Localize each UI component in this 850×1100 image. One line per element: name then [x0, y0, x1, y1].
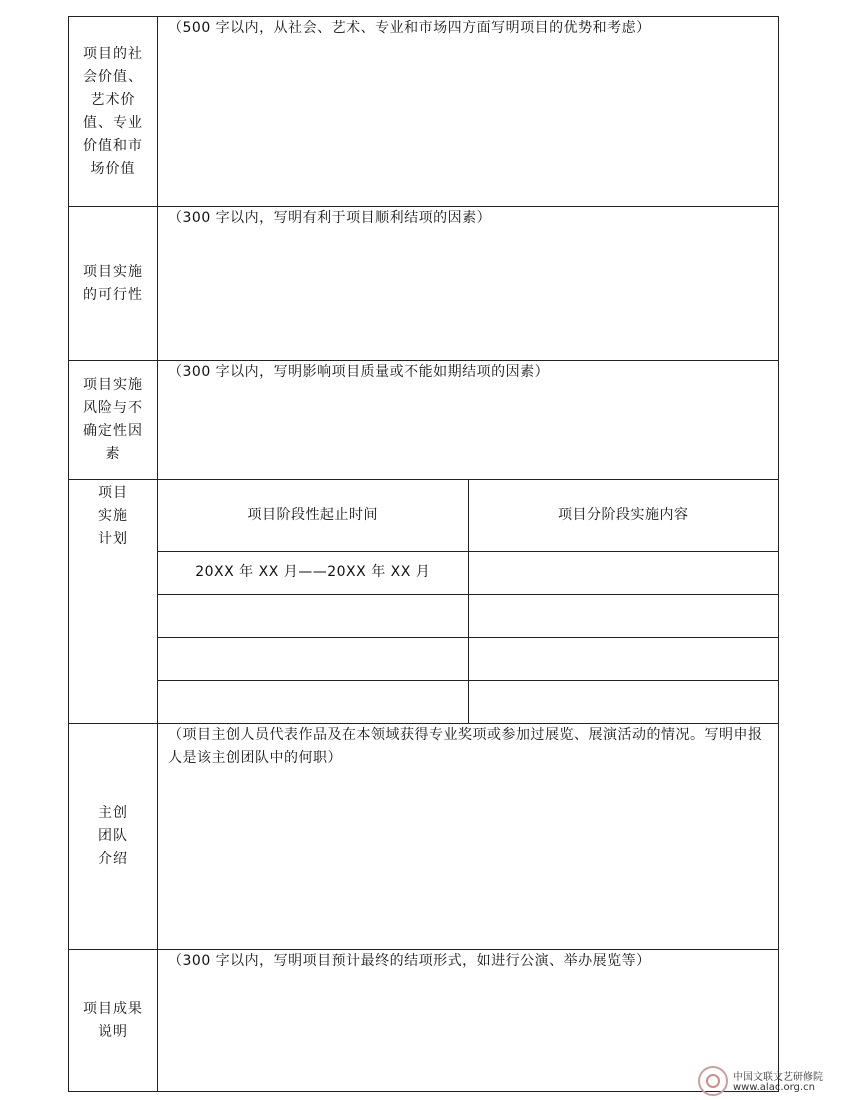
plan-content-cell[interactable]	[468, 680, 778, 723]
plan-row	[158, 680, 778, 723]
risk-field[interactable]	[158, 361, 779, 480]
watermark-name: 中国文联文艺研修院	[733, 1072, 823, 1083]
plan-content-cell[interactable]	[468, 551, 778, 594]
form-row-feasibility	[69, 207, 779, 361]
row-label-value: 项目的社会价值、艺术价值、专业价值和市场价值	[69, 17, 158, 207]
plan-row	[158, 594, 778, 637]
watermark-url: www.alac.org.cn	[733, 1082, 815, 1093]
row-label-team: 主创团队介绍	[69, 724, 158, 950]
row-label-risk: 项目实施风险与不确定性因素	[69, 361, 158, 480]
plan-header-period: 项目阶段性起止时间	[158, 480, 468, 551]
application-form-table	[68, 16, 779, 1092]
team-field[interactable]	[158, 724, 779, 950]
plan-period-cell[interactable]	[158, 680, 468, 723]
watermark	[698, 1066, 848, 1098]
seal-inner-ring	[706, 1074, 720, 1088]
outcome-field[interactable]	[158, 950, 779, 1092]
form-row-plan	[69, 480, 779, 724]
plan-header-row	[158, 480, 778, 551]
value-description-field[interactable]	[158, 17, 779, 207]
plan-period-cell[interactable]	[158, 637, 468, 680]
outcome-hint-text: （300 字以内，写明项目预计最终的结项形式，如进行公演、举办展览等）	[168, 953, 651, 969]
row-label-plan: 项目实施计划	[69, 480, 158, 724]
plan-row	[158, 637, 778, 680]
plan-period-cell[interactable]	[158, 594, 468, 637]
form-row-team	[69, 724, 779, 950]
plan-content-cell[interactable]	[468, 594, 778, 637]
risk-hint-text: （300 字以内，写明影响项目质量或不能如期结项的因素）	[168, 364, 550, 380]
form-row-risk	[69, 361, 779, 480]
team-hint-text: （项目主创人员代表作品及在本领域获得专业奖项或参加过展览、展演活动的情况。写明申报人是该主创团队中的何职）	[168, 727, 763, 766]
plan-header-content: 项目分阶段实施内容	[468, 480, 778, 551]
row-label-feasibility: 项目实施的可行性	[69, 207, 158, 361]
row-label-outcome: 项目成果说明	[69, 950, 158, 1092]
plan-row	[158, 551, 778, 594]
seal-logo-icon	[698, 1066, 728, 1096]
value-hint-text: （500 字以内，从社会、艺术、专业和市场四方面写明项目的优势和考虑）	[168, 20, 651, 36]
plan-cell	[158, 480, 779, 724]
plan-table	[158, 480, 778, 723]
feasibility-hint-text: （300 字以内，写明有利于项目顺利结项的因素）	[168, 210, 492, 226]
form-row-value	[69, 17, 779, 207]
form-row-outcome	[69, 950, 779, 1092]
plan-content-cell[interactable]	[468, 637, 778, 680]
plan-period-cell[interactable]: 20XX 年 XX 月——20XX 年 XX 月	[158, 551, 468, 594]
feasibility-field[interactable]	[158, 207, 779, 361]
